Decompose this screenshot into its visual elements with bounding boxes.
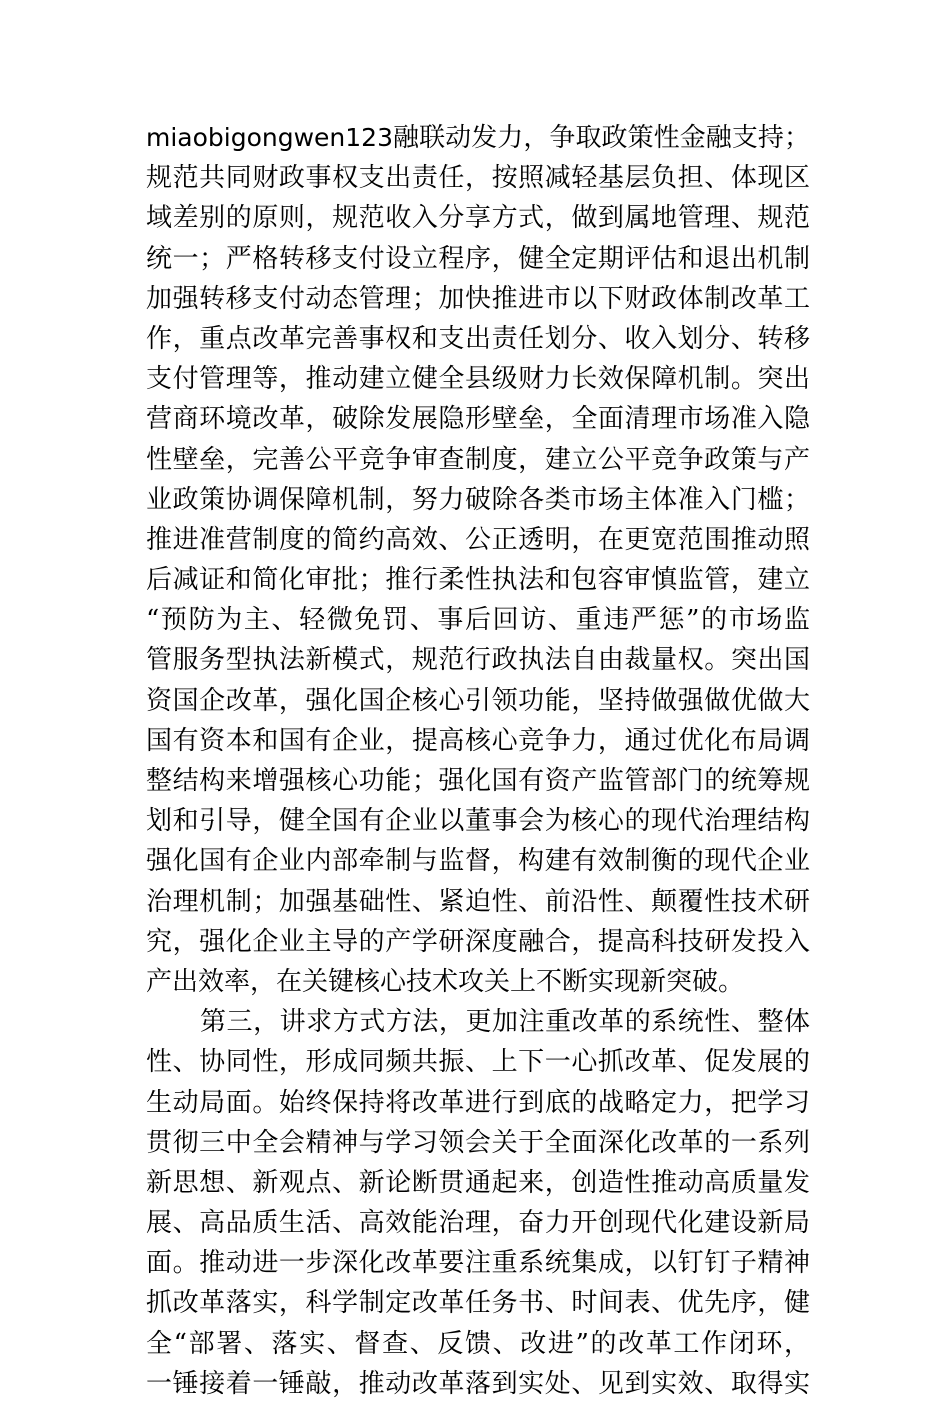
text-line: 作，重点改革完善事权和支出责任划分、收入划分、转移 [146, 323, 810, 354]
text-line: 性壁垒，完善公平竞争审查制度，建立公平竞争政策与产 [146, 444, 810, 475]
text-line: 推进准营制度的简约高效、公正透明，在更宽范围推动照 [146, 524, 810, 555]
text-line: 加强转移支付动态管理；加快推进市以下财政体制改革工 [146, 283, 810, 314]
text-line: 新思想、新观点、新论断贯通起来，创造性推动高质量发 [146, 1167, 810, 1198]
text-line: 性、协同性，形成同频共振、上下一心抓改革、促发展的 [146, 1047, 810, 1078]
text-line: 面。推动进一步深化改革要注重系统集成，以钉钉子精神 [146, 1248, 810, 1279]
text-line: “预防为主、轻微免罚、事后回访、重违严惩”的市场监 [146, 605, 810, 636]
text-line: 业政策协调保障机制，努力破除各类市场主体准入门槛； [146, 484, 810, 515]
text-line: 国有资本和国有企业，提高核心竞争力，通过优化布局调 [146, 725, 810, 756]
paragraph-1 [146, 118, 810, 1002]
text-line: 展、高品质生活、高效能治理，奋力开创现代化建设新局 [146, 1208, 810, 1239]
text-line: 规范共同财政事权支出责任，按照减轻基层负担、体现区 [146, 163, 810, 194]
watermark-text: miaobigongwen123 [146, 123, 393, 152]
text-line: 全“部署、落实、督查、反馈、改进”的改革工作闭环， [146, 1328, 810, 1359]
text-line: 整结构来增强核心功能；强化国有资产监管部门的统筹规 [146, 766, 810, 796]
text-line: 抓改革落实，科学制定改革任务书、时间表、优先序，健 [146, 1288, 810, 1319]
text-line: 统一；严格转移支付设立程序，健全定期评估和退出机制 [146, 243, 810, 274]
text-line [146, 118, 810, 158]
text-line: 域差别的原则，规范收入分享方式，做到属地管理、规范 [146, 203, 810, 234]
text-line: 第三，讲求方式方法，更加注重改革的系统性、整体 [200, 1007, 810, 1038]
text-line: 划和引导，健全国有企业以董事会为核心的现代治理结构 [146, 806, 810, 837]
text-line: 资国企改革，强化国企核心引领功能，坚持做强做优做大 [146, 685, 810, 716]
text-line: 贯彻三中全会精神与学习领会关于全面深化改革的一系列 [146, 1127, 810, 1158]
text-line: 生动局面。始终保持将改革进行到底的战略定力，把学习 [146, 1087, 810, 1118]
text-line: 支付管理等，推动建立健全县级财力长效保障机制。突出 [146, 364, 810, 395]
text-line: 营商环境改革，破除发展隐形壁垒，全面清理市场准入隐 [146, 404, 810, 435]
line-text: 融联动发力，争取政策性金融支持； [393, 123, 810, 153]
text-line: 究，强化企业主导的产学研深度融合，提高科技研发投入 [146, 926, 810, 957]
text-line: 强化国有企业内部牵制与监督，构建有效制衡的现代企业 [146, 846, 810, 877]
text-line: 治理机制；加强基础性、紧迫性、前沿性、颠覆性技术研 [146, 886, 810, 917]
document-body [146, 118, 810, 1404]
text-line: 管服务型执法新模式，规范行政执法自由裁量权。突出国 [146, 645, 810, 676]
text-line: 产出效率，在关键核心技术攻关上不断实现新突破。 [146, 966, 745, 997]
text-line: 后减证和简化审批；推行柔性执法和包容审慎监管，建立 [146, 565, 810, 596]
text-line: 一锤接着一锤敲，推动改革落到实处、见到实效、取得实 [146, 1368, 810, 1399]
